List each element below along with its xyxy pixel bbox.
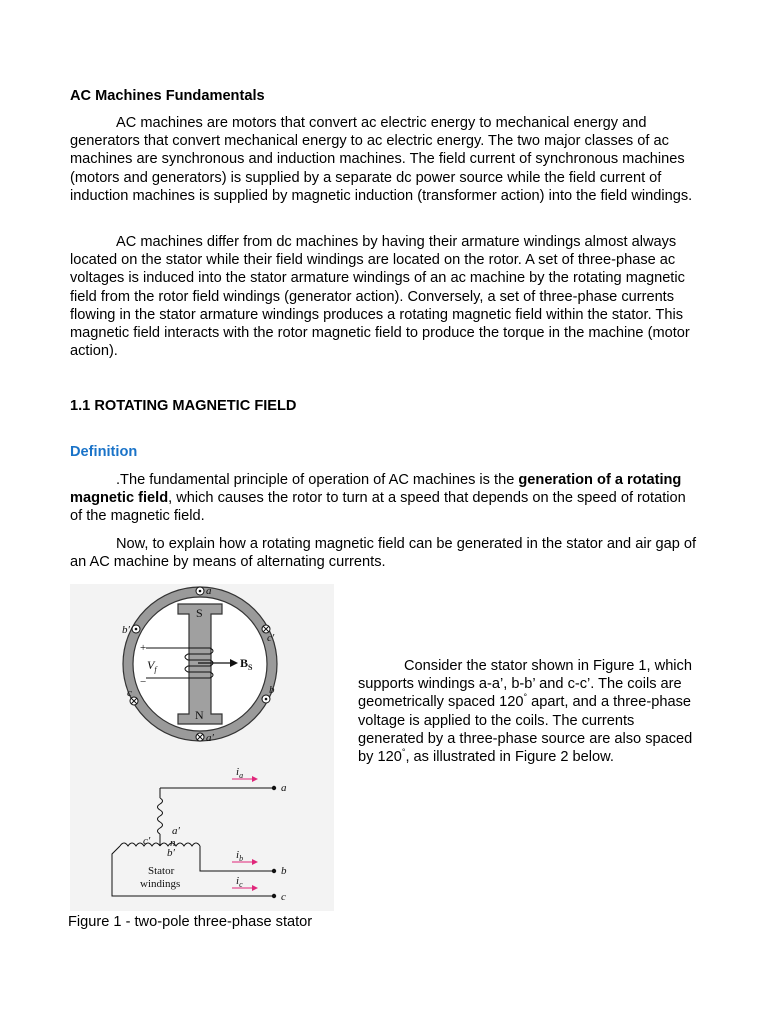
stator-label: Stator — [148, 865, 175, 877]
winding-c-prime-label: c′ — [143, 835, 151, 847]
figure-description: Consider the stator shown in Figure 1, which supports windings a-a’, b-b’ and c-c’. The coils are geometrically spaced 120° apart, and a three-phase voltage is applied to the coils. The currents generated by a three-phase source are also spaced by 120°, as illustrated in Figure 2 below. — [358, 658, 693, 766]
explanation-paragraph: Now, to explain how a rotating magnetic field can be generated in the stator and air gap of an AC machine by means of alternating currents. — [70, 536, 697, 571]
terminal-b-label: b — [281, 865, 287, 877]
label-c: c — [127, 687, 132, 699]
definition-text-post: , which causes the rotor to turn at a speed that depends on the speed of rotation of the magnetic field. — [70, 490, 686, 525]
definition-text-bold: generation of a rotating magnetic field — [70, 472, 682, 507]
current-ib-label: $i_b$ — [236, 849, 244, 863]
label-a: a — [206, 585, 212, 597]
windings-label: windings — [140, 878, 181, 890]
minus-terminal-label: − — [140, 676, 147, 688]
figure-caption: Figure 1 - two-pole three-phase stator — [68, 914, 313, 930]
winding-b-prime-label: b′ — [167, 847, 175, 859]
label-c-prime: c′ — [267, 632, 275, 644]
terminal-c-label: c — [281, 891, 286, 903]
terminal-a-label: a — [281, 782, 287, 794]
south-pole-label: S — [196, 606, 203, 620]
neutral-label: n — [170, 837, 176, 849]
definition-text-pre: .The fundamental principle of operation of AC machines is the — [116, 472, 519, 488]
field-voltage-label: $V_f$ — [147, 658, 157, 674]
stator-figure — [70, 584, 334, 911]
comparison-paragraph: AC machines differ from dc machines by having their armature windings almost always located on the stator while their field windings are located on the rotor. A set of three-phase ac voltages is induced into the stator armature windings of an ac machine by the rotating magnetic field from the rotor field windings (generator action). Conversely, a set of three-phase currents flowing in the stator armature windings produces a rotating magnetic field within the stator. This magnetic field interacts with the rotor magnetic field to produce the torque in the machine (motor action). — [70, 234, 690, 360]
document-title: AC Machines Fundamentals — [70, 88, 265, 104]
plus-terminal-label: + — [140, 642, 147, 654]
intro-paragraph: AC machines are motors that convert ac electric energy to mechanical energy and generators that convert mechanical energy to ac electric energy. The two major classes of ac machines are synchronous and induction machines. The field current of synchronous machines (motors and generators) is supplied by a separate dc power source while the field current of induction machines is supplied by magnetic induction (transformer action) into the field windings. — [70, 115, 693, 204]
label-a-prime: a′ — [206, 732, 214, 744]
bs-label: $B_S$ — [240, 656, 253, 672]
current-ic-label: $i_c$ — [236, 875, 243, 889]
definition-label: Definition — [70, 444, 138, 460]
north-pole-label: N — [195, 708, 204, 722]
section-heading: 1.1 ROTATING MAGNETIC FIELD — [70, 398, 297, 414]
winding-a-prime-label: a′ — [172, 825, 180, 837]
definition-paragraph — [70, 471, 700, 526]
stator-windings-schematic — [112, 788, 274, 896]
current-ia-label: $i_a$ — [236, 766, 244, 780]
label-b-prime: b′ — [122, 624, 130, 636]
label-b: b — [269, 684, 275, 696]
